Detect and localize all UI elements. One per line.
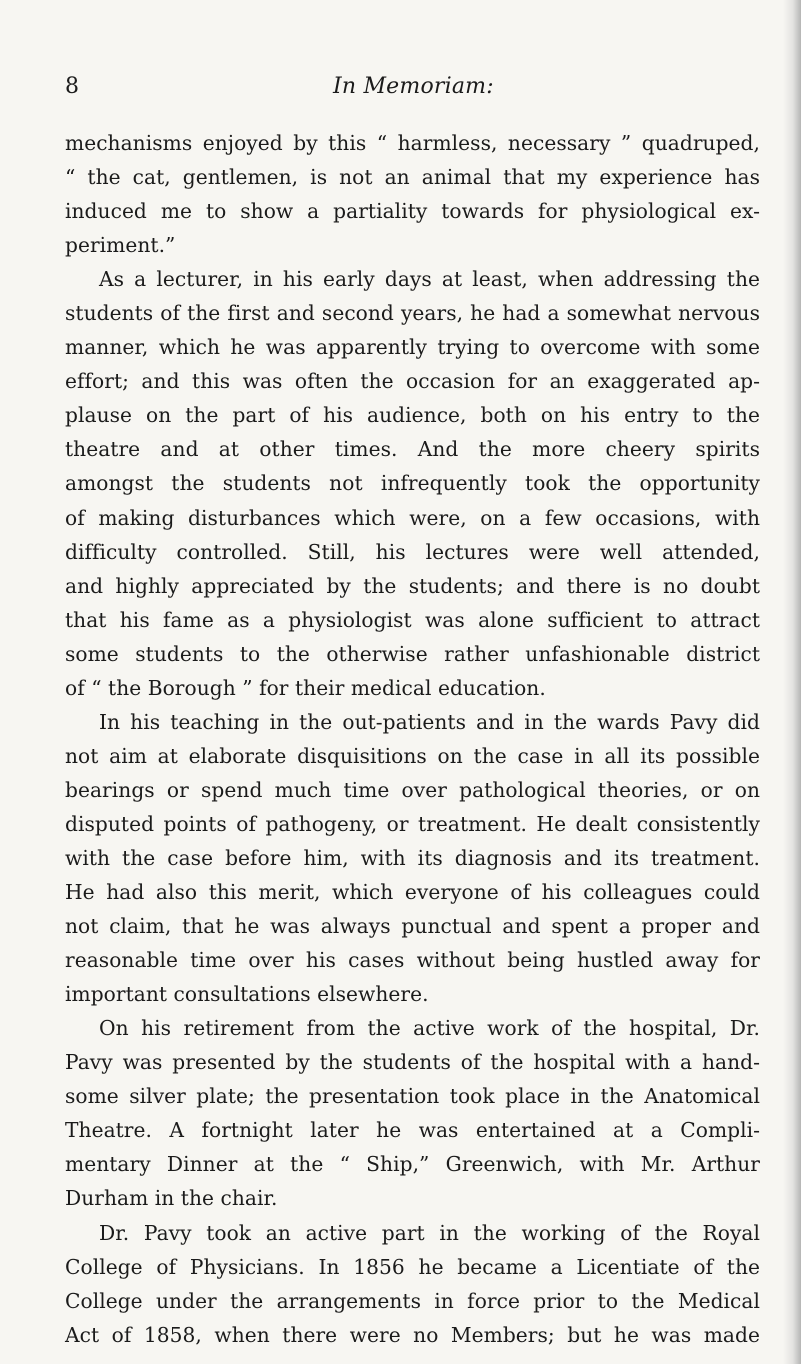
text-line: “ the cat, gentlemen, is not an animal that my experience has xyxy=(65,165,760,190)
text-line: students of the first and second years, he had a somewhat nervous xyxy=(65,301,760,326)
text-line: mentary Dinner at the “ Ship,” Greenwich, with Mr. Arthur xyxy=(65,1152,760,1177)
text-line: periment.” xyxy=(65,233,176,258)
text-line: College under the arrangements in force prior to the Medical xyxy=(65,1288,760,1313)
text-line: some silver plate; the presentation took place in the Anatomical xyxy=(65,1084,760,1109)
text-line: difficulty controlled. Still, his lectures were well attended, xyxy=(65,539,760,564)
text-line: In his teaching in the out-patients and in the wards Pavy did xyxy=(99,709,760,734)
text-line: not claim, that he was always punctual and spent a proper and xyxy=(65,914,760,939)
text-line: College of Physicians. In 1856 he became a Licentiate of the xyxy=(65,1254,760,1279)
text-line: Durham in the chair. xyxy=(65,1186,278,1211)
text-line: He had also this merit, which everyone of his colleagues could xyxy=(65,880,760,905)
text-line: of making disturbances which were, on a few occasions, with xyxy=(65,505,760,530)
text-line: disputed points of pathogeny, or treatment. He dealt consistently xyxy=(65,811,760,836)
text-line: Pavy was presented by the students of the hospital with a hand- xyxy=(65,1050,760,1075)
text-line: plause on the part of his audience, both on his entry to the xyxy=(65,403,760,428)
body-text xyxy=(65,126,760,1352)
running-head: In Memoriam: xyxy=(333,74,494,99)
text-line: important consultations elsewhere. xyxy=(65,982,429,1007)
text-line: and highly appreciated by the students; and there is no doubt xyxy=(65,573,760,598)
text-line: not aim at elaborate disquisitions on the case in all its possible xyxy=(65,743,760,768)
text-line: reasonable time over his cases without being hustled away for xyxy=(65,948,760,973)
page-number: 8 xyxy=(65,74,79,99)
text-line: with the case before him, with its diagnosis and its treatment. xyxy=(65,845,760,870)
text-line: As a lecturer, in his early days at least, when addressing the xyxy=(99,267,760,292)
text-line: manner, which he was apparently trying to overcome with some xyxy=(65,335,760,360)
text-line: some students to the otherwise rather unfashionable district xyxy=(65,641,760,666)
text-line: On his retirement from the active work of the hospital, Dr. xyxy=(99,1016,760,1041)
text-line: Dr. Pavy took an active part in the working of the Royal xyxy=(99,1220,760,1245)
text-line: effort; and this was often the occasion for an exaggerated ap- xyxy=(65,369,760,394)
text-line: theatre and at other times. And the more cheery spirits xyxy=(65,437,760,462)
text-line: Theatre. A fortnight later he was entertained at a Compli- xyxy=(65,1118,760,1143)
page-header xyxy=(65,72,760,102)
text-line: Act of 1858, when there were no Members; but he was made xyxy=(65,1322,760,1347)
text-line: that his fame as a physiologist was alone sufficient to attract xyxy=(65,607,760,632)
page-edge-shadow xyxy=(783,0,801,1364)
text-line: mechanisms enjoyed by this “ harmless, necessary ” quadruped, xyxy=(65,131,760,155)
text-line: bearings or spend much time over pathological theories, or on xyxy=(65,777,760,802)
text-line: of “ the Borough ” for their medical education. xyxy=(65,675,546,700)
text-line: amongst the students not infrequently took the opportunity xyxy=(65,471,760,496)
text-line: induced me to show a partiality towards for physiological ex- xyxy=(65,199,760,224)
